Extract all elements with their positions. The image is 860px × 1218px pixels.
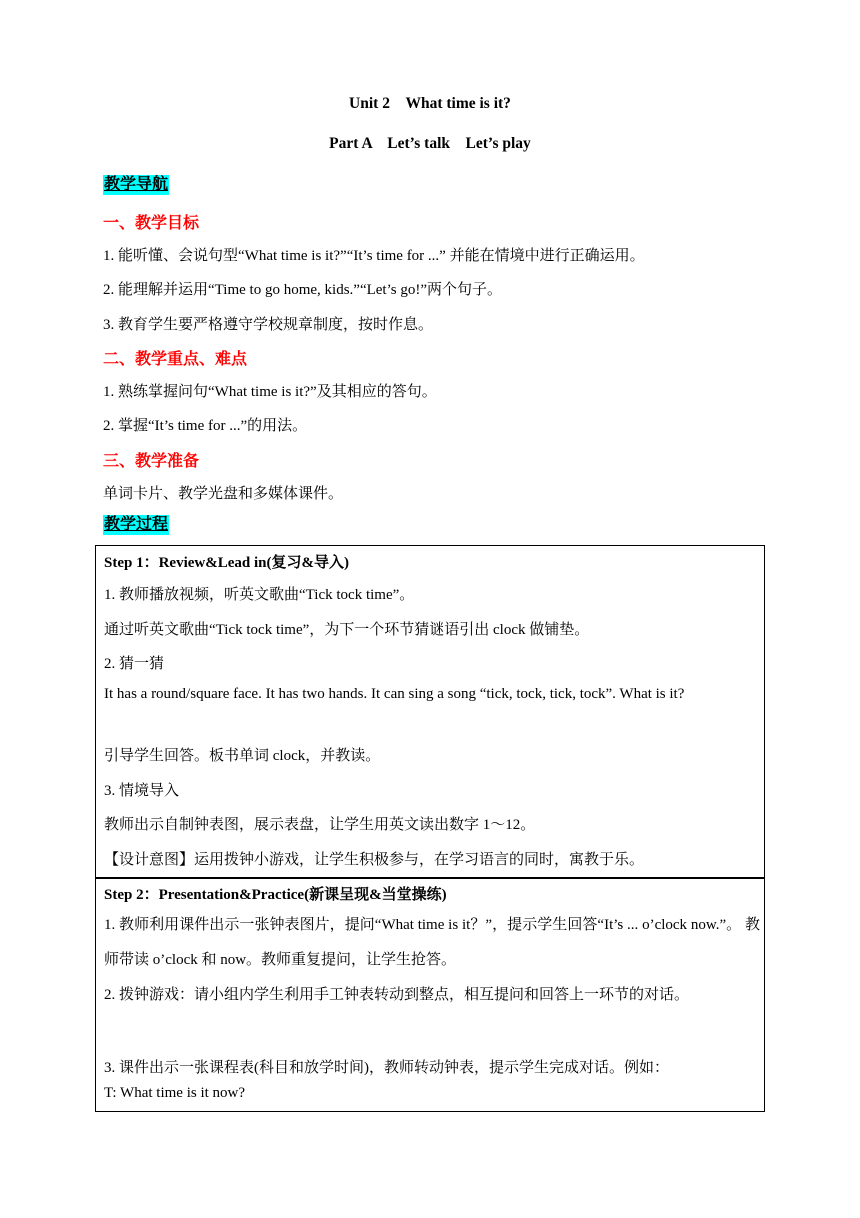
- keypoint-item: 1. 熟练掌握问句“What time is it?”及其相应的答句。: [103, 384, 437, 400]
- step-line: 通过听英文歌曲“Tick tock time”，为下一个环节猜谜语引出 clock 做铺垫。: [104, 622, 590, 638]
- step-line: 2. 拨钟游戏：请小组内学生利用手工钟表转动到整点，相互提问和回答上一环节的对话。: [104, 987, 690, 1003]
- step-line: 2. 猜一猜: [104, 656, 165, 672]
- section-heading-keypoints: 二、教学重点、难点: [103, 351, 248, 368]
- step-line: 1. 教师播放视频，听英文歌曲“Tick tock time”。: [104, 587, 415, 603]
- step-line: T: What time is it now?: [104, 1085, 246, 1101]
- nav-heading: 教学导航: [104, 176, 169, 193]
- step-line: It has a round/square face. It has two hands. It can sing a song “tick, tock, tick, tock”. What is it?: [104, 686, 685, 702]
- step-line: 1. 教师利用课件出示一张钟表图片，提问“What time is it？”，提示学生回答“It’s ... o’clock now.”。 教师带读 o’clock 和 now。教师重复提问，让学生抢答。: [104, 917, 760, 968]
- page-subtitle: Part A Let’s talk Let’s play: [329, 135, 531, 152]
- section-heading-preparation: 三、教学准备: [103, 453, 200, 470]
- step-2-title: Step 2：Presentation&Practice(新课呈现&当堂操练): [104, 887, 447, 903]
- step-1-title: Step 1：Review&Lead in(复习&导入): [104, 555, 349, 571]
- step-2-box: [95, 877, 765, 1112]
- objective-item: 1. 能听懂、会说句型“What time is it?”“It’s time for ...” 并能在情境中进行正确运用。: [103, 248, 645, 264]
- preparation-item: 单词卡片、教学光盘和多媒体课件。: [103, 486, 344, 502]
- process-heading: 教学过程: [104, 516, 169, 533]
- objective-item: 2. 能理解并运用“Time to go home, kids.”“Let’s go!”两个句子。: [103, 282, 502, 298]
- step-line: 3. 情境导入: [104, 783, 180, 799]
- section-heading-objectives: 一、教学目标: [103, 215, 200, 232]
- step-line: 教师出示自制钟表图，展示表盘，让学生用英文读出数字 1～12。: [104, 817, 536, 833]
- page-title: Unit 2 What time is it?: [349, 95, 511, 112]
- step-line: 3. 课件出示一张课程表(科目和放学时间)，教师转动钟表，提示学生完成对话。例如：: [104, 1060, 669, 1076]
- step-1-box: [95, 545, 765, 879]
- step-line: 【设计意图】运用拨钟小游戏，让学生积极参与，在学习语言的同时，寓教于乐。: [104, 852, 645, 868]
- step-line: 引导学生回答。板书单词 clock，并教读。: [104, 748, 381, 764]
- keypoint-item: 2. 掌握“It’s time for ...”的用法。: [103, 418, 308, 434]
- objective-item: 3. 教育学生要严格遵守学校规章制度，按时作息。: [103, 317, 434, 333]
